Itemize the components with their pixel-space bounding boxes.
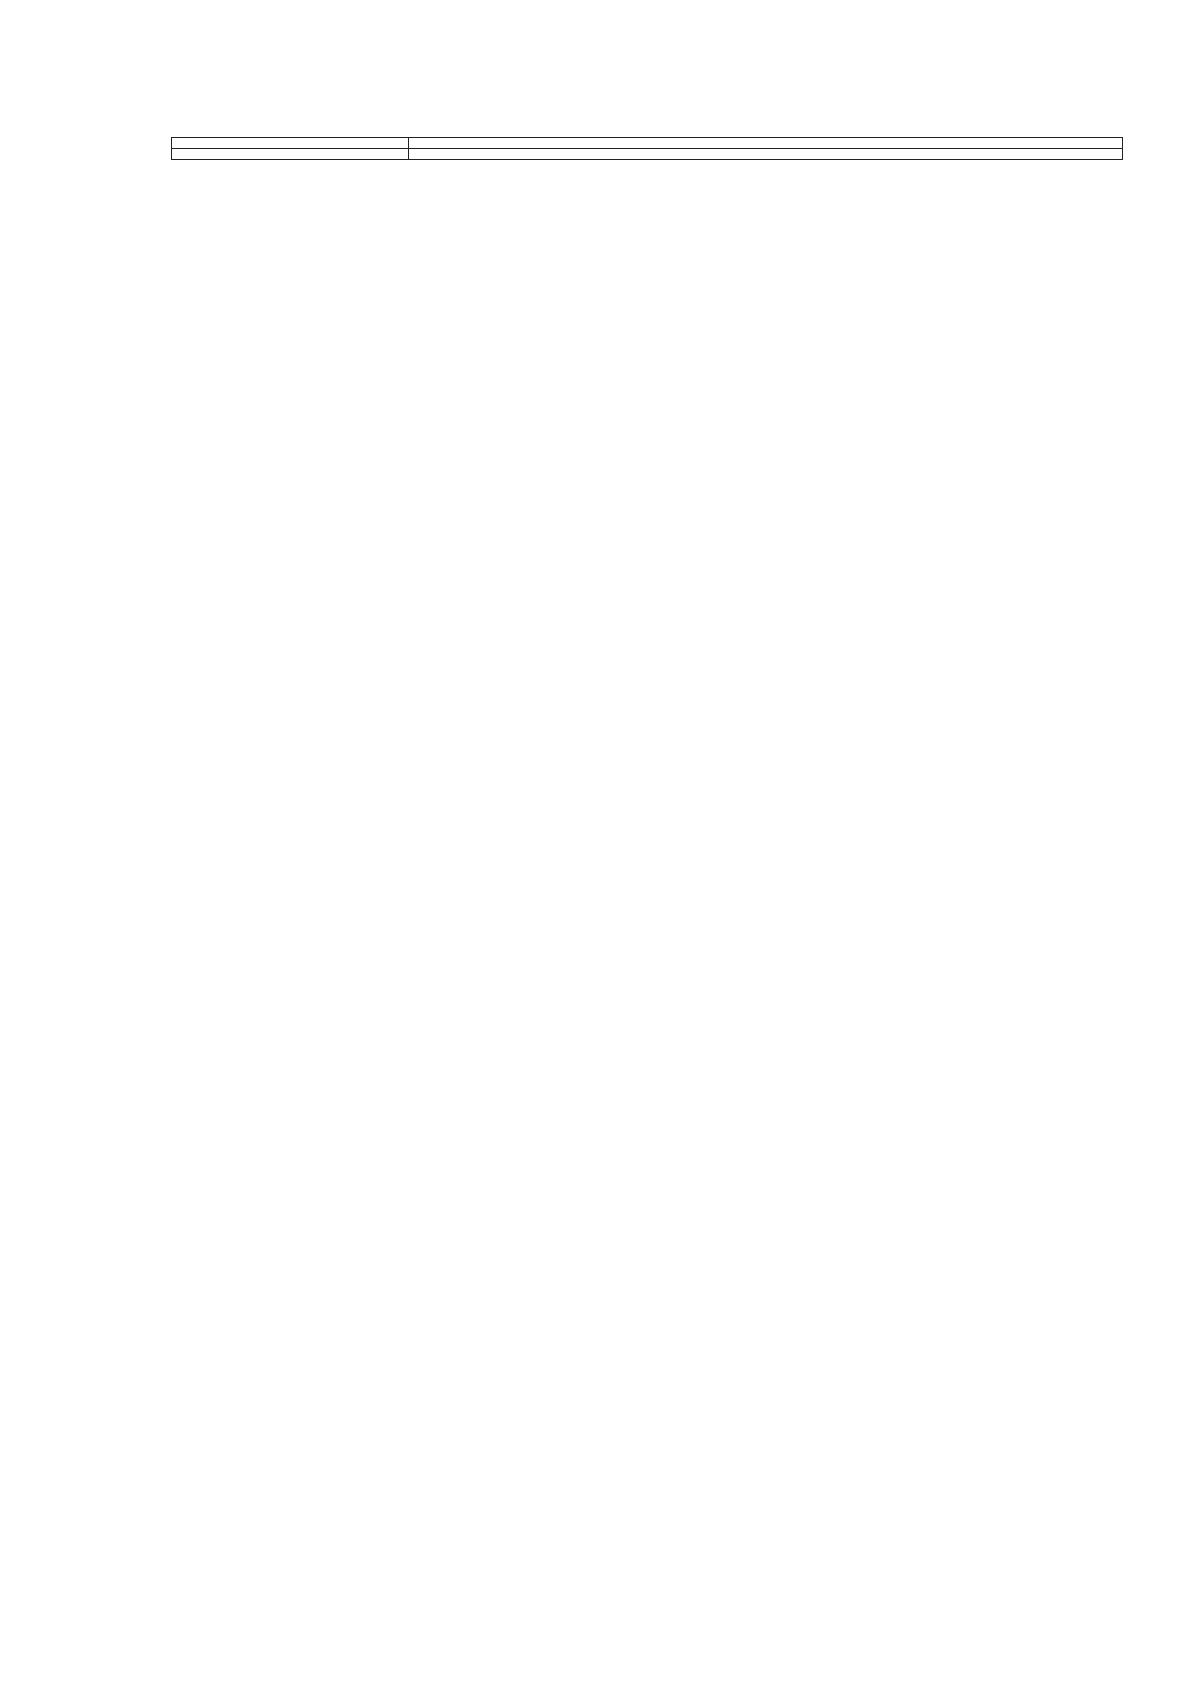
- tasks-cell: [409, 138, 1123, 149]
- program-passport-table: [171, 137, 1123, 160]
- label-cell-empty: [172, 138, 409, 149]
- indicators-label-cell: [172, 149, 409, 160]
- table-row: [172, 149, 1123, 160]
- table-row: [172, 138, 1123, 149]
- indicators-content-cell: [409, 149, 1123, 160]
